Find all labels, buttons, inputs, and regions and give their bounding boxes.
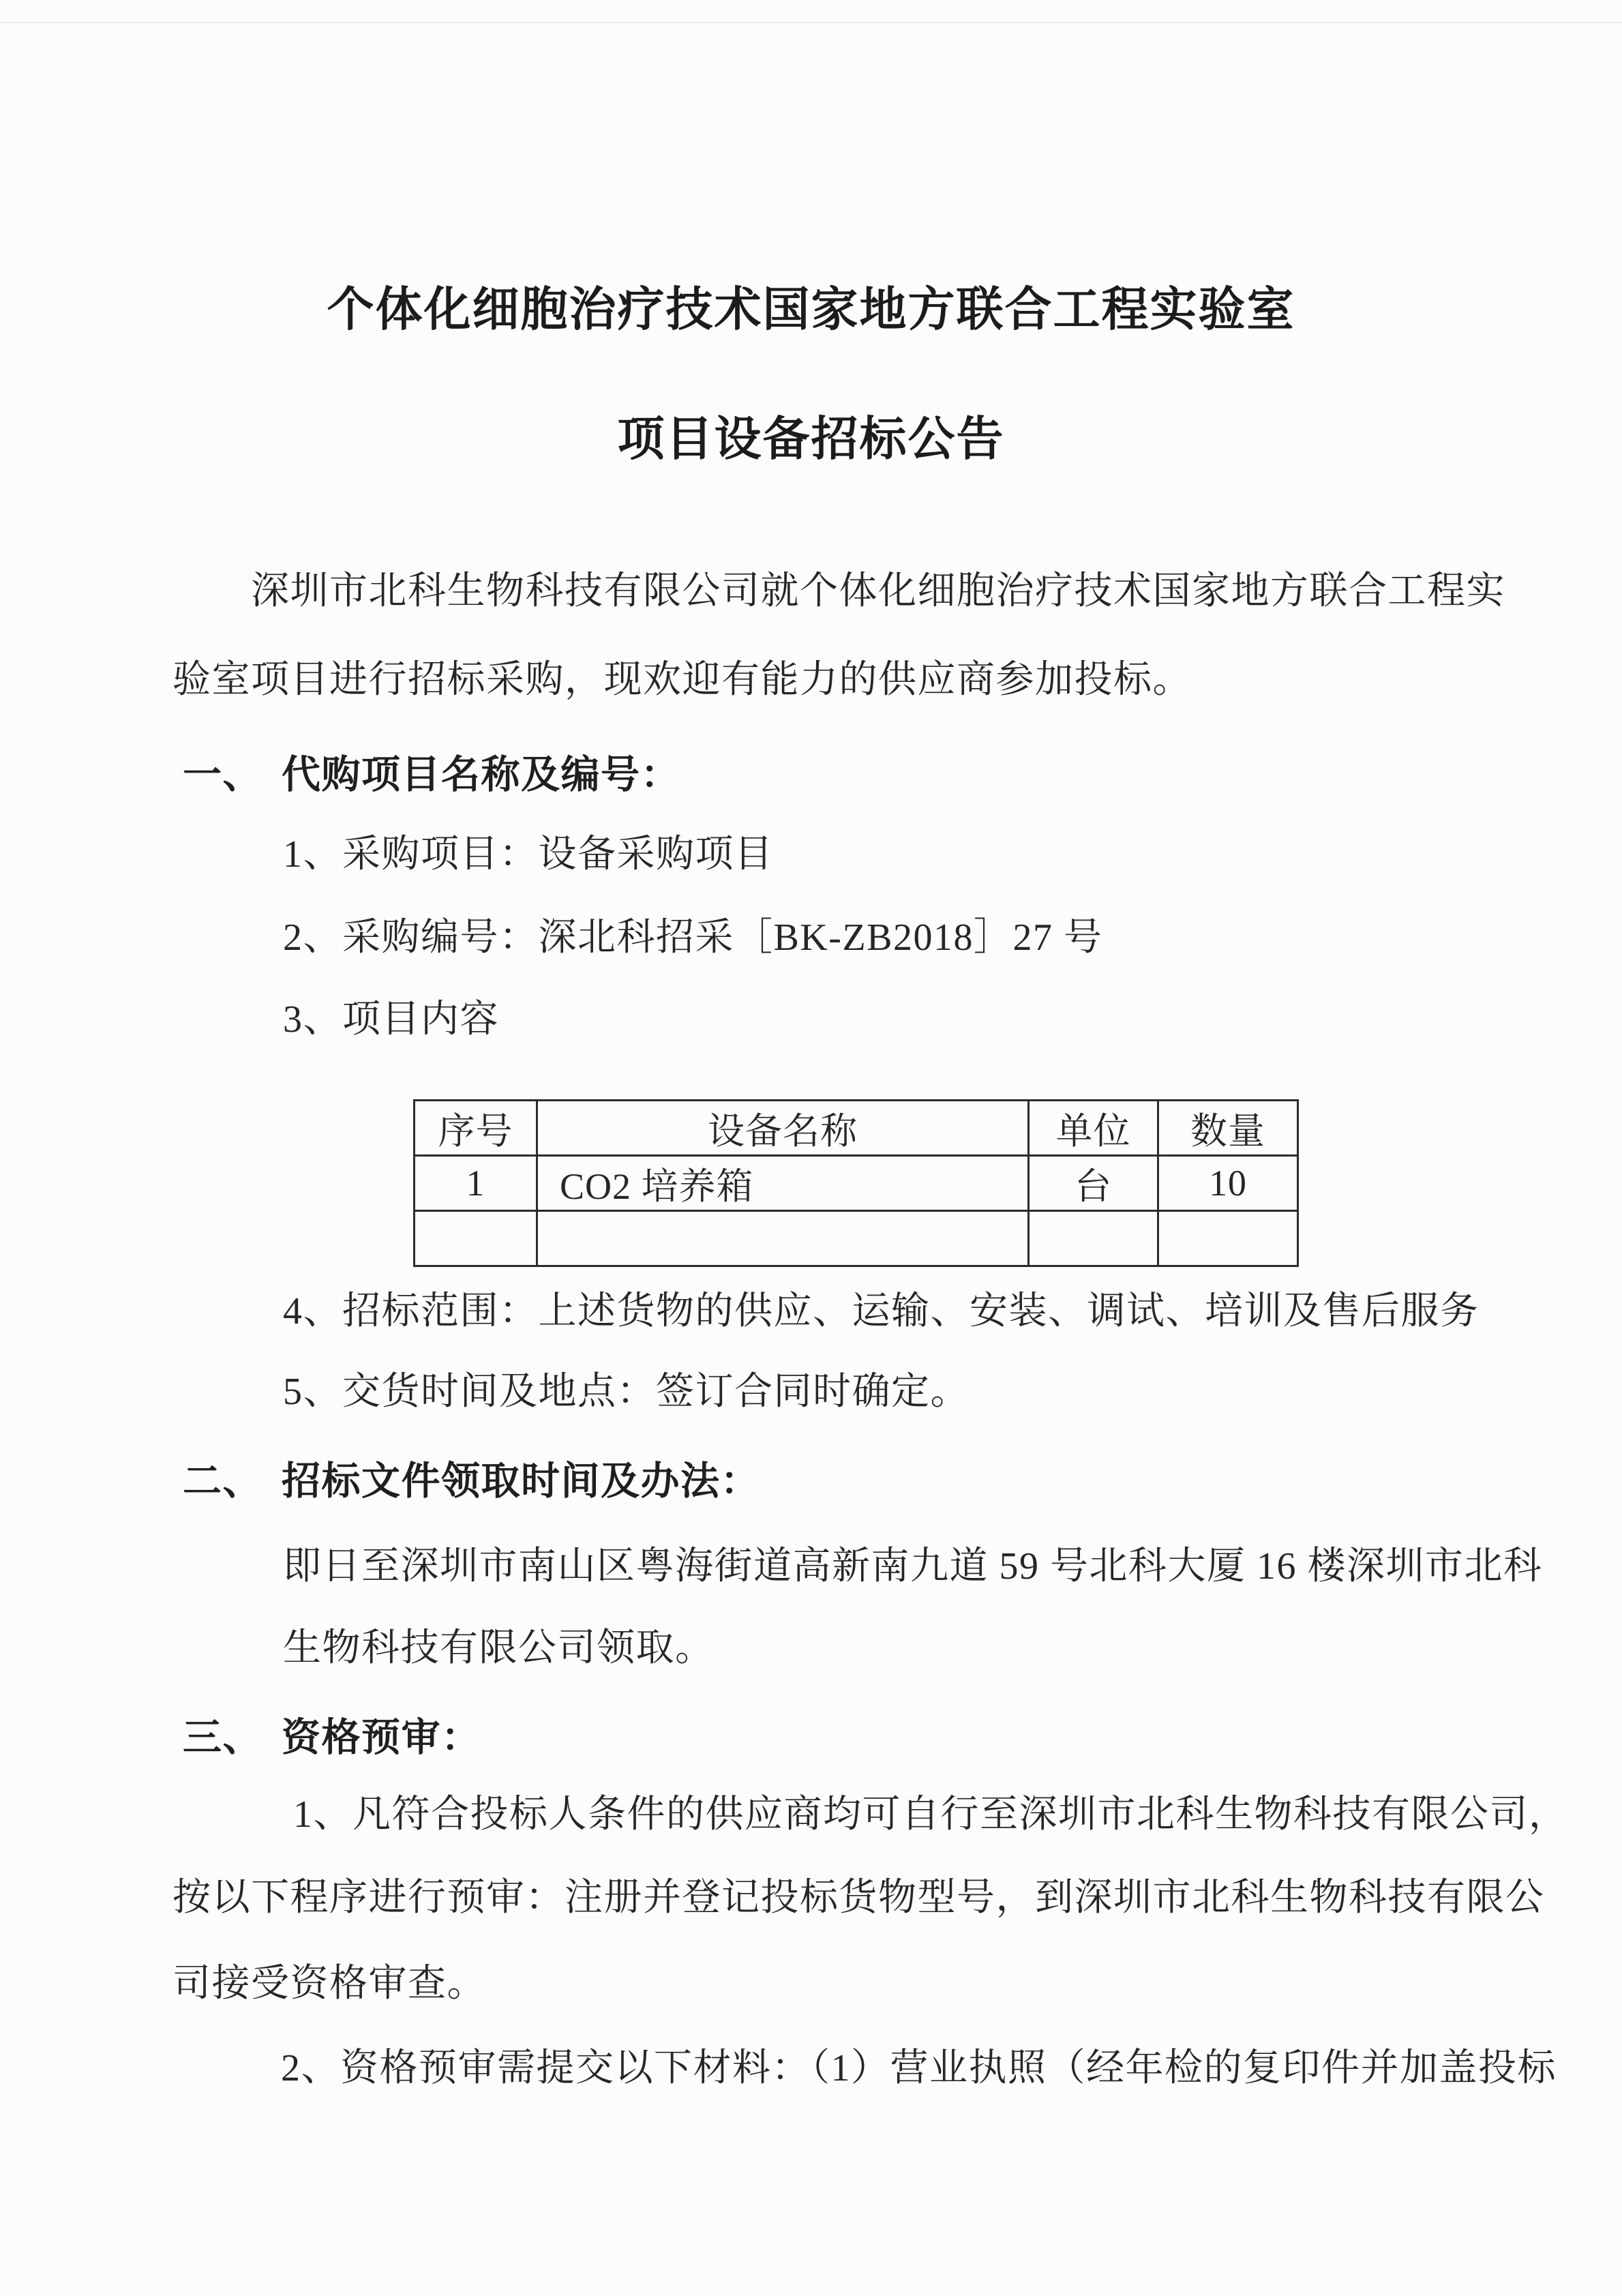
section-2-heading: [183, 1450, 760, 1506]
table-row-empty: [415, 1211, 1298, 1266]
section-1-item-1: 1、采购项目：设备采购项目: [283, 833, 774, 876]
table-cell-qty: [1158, 1211, 1298, 1266]
section-1-heading: [183, 743, 680, 799]
section-3-number: 三、: [183, 1716, 262, 1759]
section-2-number: 二、: [183, 1460, 262, 1503]
section-1-item-3: 3、项目内容: [283, 998, 499, 1041]
table-cell-unit: 台: [1029, 1156, 1158, 1211]
section-1-label: 代购项目名称及编号：: [282, 754, 680, 796]
scan-edge-artifact: [0, 22, 1622, 23]
section-3-heading: [183, 1706, 481, 1762]
table-header-qty: 数量: [1158, 1101, 1298, 1156]
section-2-label: 招标文件领取时间及办法：: [282, 1460, 760, 1503]
table-header-seq: 序号: [415, 1101, 537, 1156]
table-cell-name: [537, 1211, 1029, 1266]
table-row: [415, 1156, 1298, 1211]
table-header-unit: 单位: [1029, 1101, 1158, 1156]
section-3-item-1-line-2: 按以下程序进行预审：注册并登记投标货物型号，到深圳市北科生物科技有限公: [172, 1877, 1545, 1919]
table-cell-unit: [1029, 1211, 1158, 1266]
table-cell-qty: 10: [1158, 1156, 1298, 1211]
section-3-item-2: 2、资格预审需提交以下材料：（1）营业执照（经年检的复印件并加盖投标: [281, 2047, 1557, 2089]
section-1-item-4: 4、招标范围：上述货物的供应、运输、安装、调试、培训及售后服务: [283, 1290, 1480, 1332]
table-cell-seq: 1: [415, 1156, 537, 1211]
table-cell-seq: [415, 1211, 537, 1266]
document-title-line-2: 项目设备招标公告: [617, 413, 1005, 465]
project-items-table: [413, 1099, 1299, 1267]
section-1-item-5: 5、交货时间及地点：签订合同时确定。: [283, 1371, 970, 1413]
section-1-item-2: 2、采购编号：深北科招采［BK-ZB2018］27 号: [283, 916, 1103, 959]
table-header-row: [415, 1101, 1298, 1156]
table-header-name: 设备名称: [537, 1101, 1029, 1156]
section-1-number: 一、: [183, 754, 262, 796]
intro-line-1: 深圳市北科生物科技有限公司就个体化细胞治疗技术国家地方联合工程实: [251, 570, 1505, 612]
section-2-line-2: 生物科技有限公司领取。: [283, 1627, 715, 1669]
section-3-item-1-line-3: 司接受资格审查。: [172, 1963, 486, 2005]
table-cell-name: CO2 培养箱: [537, 1156, 1029, 1211]
intro-line-2: 验室项目进行招标采购，现欢迎有能力的供应商参加投标。: [172, 659, 1192, 701]
section-3-label: 资格预审：: [282, 1716, 481, 1759]
section-2-line-1: 即日至深圳市南山区粤海街道高新南九道 59 号北科大厦 16 楼深圳市北科: [283, 1545, 1543, 1587]
section-3-item-1-line-1: 1、凡符合投标人条件的供应商均可自行至深圳市北科生物科技有限公司，: [293, 1793, 1568, 1836]
document-title-line-1: 个体化细胞治疗技术国家地方联合工程实验室: [327, 284, 1295, 336]
